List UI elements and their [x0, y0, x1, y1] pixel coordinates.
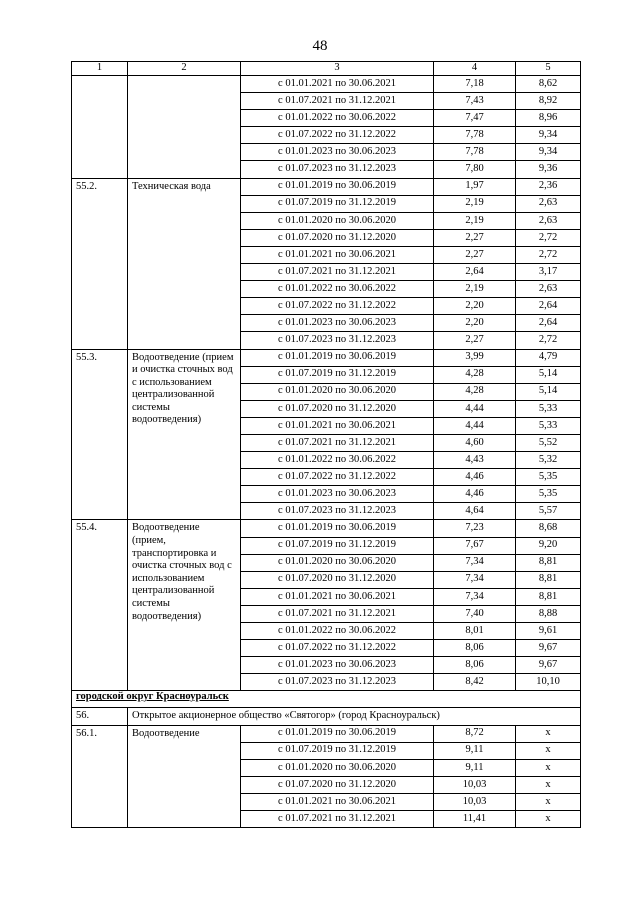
value-col-5: 8,62: [516, 76, 581, 93]
value-col-4: 2,27: [434, 246, 516, 263]
header-col-1: 1: [72, 62, 128, 76]
period-cell: с 01.07.2023 по 31.12.2023: [241, 161, 434, 178]
header-row: [72, 62, 581, 76]
period-cell: с 01.01.2019 по 30.06.2019: [241, 520, 434, 537]
value-col-5: 8,92: [516, 93, 581, 110]
header-col-4: 4: [434, 62, 516, 76]
value-col-4: 7,34: [434, 571, 516, 588]
value-col-4: 4,60: [434, 434, 516, 451]
value-col-5: 2,63: [516, 281, 581, 298]
value-col-4: 2,20: [434, 315, 516, 332]
value-col-5: 8,81: [516, 588, 581, 605]
value-col-5: 8,96: [516, 110, 581, 127]
value-col-5: 5,33: [516, 417, 581, 434]
value-col-4: 8,01: [434, 623, 516, 640]
value-col-4: 2,20: [434, 298, 516, 315]
period-cell: с 01.07.2020 по 31.12.2020: [241, 400, 434, 417]
period-cell: с 01.07.2022 по 31.12.2022: [241, 469, 434, 486]
value-col-4: 8,72: [434, 725, 516, 742]
value-col-4: 2,27: [434, 229, 516, 246]
period-cell: с 01.07.2023 по 31.12.2023: [241, 503, 434, 520]
period-cell: с 01.01.2022 по 30.06.2022: [241, 110, 434, 127]
value-col-5: 5,14: [516, 383, 581, 400]
period-cell: с 01.07.2021 по 31.12.2021: [241, 434, 434, 451]
value-col-4: 4,46: [434, 486, 516, 503]
value-col-4: 4,43: [434, 452, 516, 469]
value-col-5: 8,68: [516, 520, 581, 537]
value-col-5: 9,20: [516, 537, 581, 554]
period-cell: с 01.07.2023 по 31.12.2023: [241, 674, 434, 691]
row-name: Водоотведение (прием, транспортировка и очистка сточных вод с использованием централизованной системы водоотведения): [128, 520, 241, 691]
page-number: 48: [312, 38, 328, 54]
value-col-5: 2,72: [516, 246, 581, 263]
period-cell: с 01.07.2019 по 31.12.2019: [241, 742, 434, 759]
value-col-5: 2,64: [516, 315, 581, 332]
value-col-5: х: [516, 725, 581, 742]
period-cell: с 01.07.2020 по 31.12.2020: [241, 229, 434, 246]
period-cell: с 01.01.2019 по 30.06.2019: [241, 178, 434, 195]
row-code: 55.3.: [72, 349, 128, 520]
value-col-5: 2,63: [516, 195, 581, 212]
period-cell: с 01.07.2019 по 31.12.2019: [241, 537, 434, 554]
row-code: 56.1.: [72, 725, 128, 828]
period-cell: с 01.01.2020 по 30.06.2020: [241, 759, 434, 776]
header-col-3: 3: [241, 62, 434, 76]
value-col-4: 2,64: [434, 264, 516, 281]
value-col-5: х: [516, 742, 581, 759]
value-col-5: 2,72: [516, 229, 581, 246]
header-col-5: 5: [516, 62, 581, 76]
value-col-5: 5,33: [516, 400, 581, 417]
period-cell: с 01.07.2019 по 31.12.2019: [241, 366, 434, 383]
period-cell: с 01.01.2023 по 30.06.2023: [241, 486, 434, 503]
value-col-5: 9,34: [516, 144, 581, 161]
period-cell: с 01.01.2022 по 30.06.2022: [241, 452, 434, 469]
value-col-5: 2,72: [516, 332, 581, 349]
value-col-4: 2,19: [434, 195, 516, 212]
value-col-4: 4,44: [434, 417, 516, 434]
value-col-4: 7,34: [434, 554, 516, 571]
value-col-4: 7,40: [434, 605, 516, 622]
value-col-4: 7,34: [434, 588, 516, 605]
row-name: Водоотведение: [128, 725, 241, 828]
period-cell: с 01.01.2022 по 30.06.2022: [241, 623, 434, 640]
period-cell: с 01.01.2021 по 30.06.2021: [241, 417, 434, 434]
value-col-4: 8,06: [434, 657, 516, 674]
period-cell: с 01.01.2020 по 30.06.2020: [241, 383, 434, 400]
value-col-5: 8,88: [516, 605, 581, 622]
value-col-5: 9,67: [516, 657, 581, 674]
value-col-5: х: [516, 776, 581, 793]
value-col-5: 9,67: [516, 640, 581, 657]
period-cell: с 01.01.2021 по 30.06.2021: [241, 588, 434, 605]
value-col-4: 4,28: [434, 383, 516, 400]
row-name: [128, 76, 241, 179]
value-col-5: 5,14: [516, 366, 581, 383]
value-col-4: 4,28: [434, 366, 516, 383]
value-col-5: х: [516, 793, 581, 810]
value-col-5: 2,64: [516, 298, 581, 315]
period-cell: с 01.01.2021 по 30.06.2021: [241, 793, 434, 810]
value-col-4: 11,41: [434, 811, 516, 828]
period-cell: с 01.01.2019 по 30.06.2019: [241, 349, 434, 366]
value-col-5: 5,52: [516, 434, 581, 451]
value-col-5: 9,34: [516, 127, 581, 144]
period-cell: с 01.01.2023 по 30.06.2023: [241, 315, 434, 332]
period-cell: с 01.01.2020 по 30.06.2020: [241, 554, 434, 571]
value-col-4: 10,03: [434, 793, 516, 810]
row-code: 55.2.: [72, 178, 128, 349]
period-cell: с 01.07.2020 по 31.12.2020: [241, 776, 434, 793]
value-col-4: 2,19: [434, 212, 516, 229]
period-cell: с 01.07.2021 по 31.12.2021: [241, 811, 434, 828]
period-cell: с 01.07.2023 по 31.12.2023: [241, 332, 434, 349]
value-col-4: 7,43: [434, 93, 516, 110]
period-cell: с 01.07.2022 по 31.12.2022: [241, 127, 434, 144]
org-row: [72, 708, 581, 725]
value-col-4: 4,44: [434, 400, 516, 417]
table-row: [72, 520, 581, 537]
value-col-4: 3,99: [434, 349, 516, 366]
value-col-4: 7,18: [434, 76, 516, 93]
value-col-4: 9,11: [434, 742, 516, 759]
period-cell: с 01.01.2023 по 30.06.2023: [241, 657, 434, 674]
value-col-5: 2,36: [516, 178, 581, 195]
value-col-5: 5,35: [516, 486, 581, 503]
value-col-5: 4,79: [516, 349, 581, 366]
value-col-4: 7,23: [434, 520, 516, 537]
value-col-4: 10,03: [434, 776, 516, 793]
period-cell: с 01.07.2019 по 31.12.2019: [241, 195, 434, 212]
value-col-4: 1,97: [434, 178, 516, 195]
row-code: [72, 76, 128, 179]
tariff-table-body: [72, 62, 581, 828]
section-title: городской округ Красноуральск: [72, 691, 581, 708]
value-col-5: 5,35: [516, 469, 581, 486]
row-name: Техническая вода: [128, 178, 241, 349]
value-col-5: 8,81: [516, 554, 581, 571]
table-row: [72, 725, 581, 742]
period-cell: с 01.07.2021 по 31.12.2021: [241, 605, 434, 622]
table-row: [72, 178, 581, 195]
tariff-table: [71, 61, 581, 828]
value-col-4: 4,46: [434, 469, 516, 486]
table-row: [72, 76, 581, 93]
value-col-5: 2,63: [516, 212, 581, 229]
value-col-4: 2,19: [434, 281, 516, 298]
section-row: [72, 691, 581, 708]
row-name: Водоотведение (прием и очистка сточных вод с использованием централизованной системы водоотведения): [128, 349, 241, 520]
period-cell: с 01.07.2021 по 31.12.2021: [241, 264, 434, 281]
value-col-4: 7,78: [434, 127, 516, 144]
period-cell: с 01.07.2022 по 31.12.2022: [241, 298, 434, 315]
header-col-2: 2: [128, 62, 241, 76]
value-col-5: 10,10: [516, 674, 581, 691]
table-row: [72, 349, 581, 366]
value-col-4: 9,11: [434, 759, 516, 776]
value-col-4: 8,42: [434, 674, 516, 691]
value-col-4: 7,80: [434, 161, 516, 178]
period-cell: с 01.01.2021 по 30.06.2021: [241, 246, 434, 263]
value-col-4: 7,67: [434, 537, 516, 554]
value-col-4: 7,78: [434, 144, 516, 161]
value-col-4: 7,47: [434, 110, 516, 127]
period-cell: с 01.07.2021 по 31.12.2021: [241, 93, 434, 110]
value-col-5: 3,17: [516, 264, 581, 281]
period-cell: с 01.01.2023 по 30.06.2023: [241, 144, 434, 161]
period-cell: с 01.01.2022 по 30.06.2022: [241, 281, 434, 298]
org-name: Открытое акционерное общество «Святогор» (город Красноуральск): [128, 708, 581, 725]
value-col-4: 2,27: [434, 332, 516, 349]
value-col-4: 4,64: [434, 503, 516, 520]
period-cell: с 01.07.2022 по 31.12.2022: [241, 640, 434, 657]
period-cell: с 01.07.2020 по 31.12.2020: [241, 571, 434, 588]
period-cell: с 01.01.2020 по 30.06.2020: [241, 212, 434, 229]
period-cell: с 01.01.2019 по 30.06.2019: [241, 725, 434, 742]
value-col-4: 8,06: [434, 640, 516, 657]
value-col-5: 5,57: [516, 503, 581, 520]
period-cell: с 01.01.2021 по 30.06.2021: [241, 76, 434, 93]
value-col-5: 9,61: [516, 623, 581, 640]
org-code: 56.: [72, 708, 128, 725]
row-code: 55.4.: [72, 520, 128, 691]
value-col-5: х: [516, 811, 581, 828]
value-col-5: х: [516, 759, 581, 776]
value-col-5: 8,81: [516, 571, 581, 588]
value-col-5: 9,36: [516, 161, 581, 178]
value-col-5: 5,32: [516, 452, 581, 469]
